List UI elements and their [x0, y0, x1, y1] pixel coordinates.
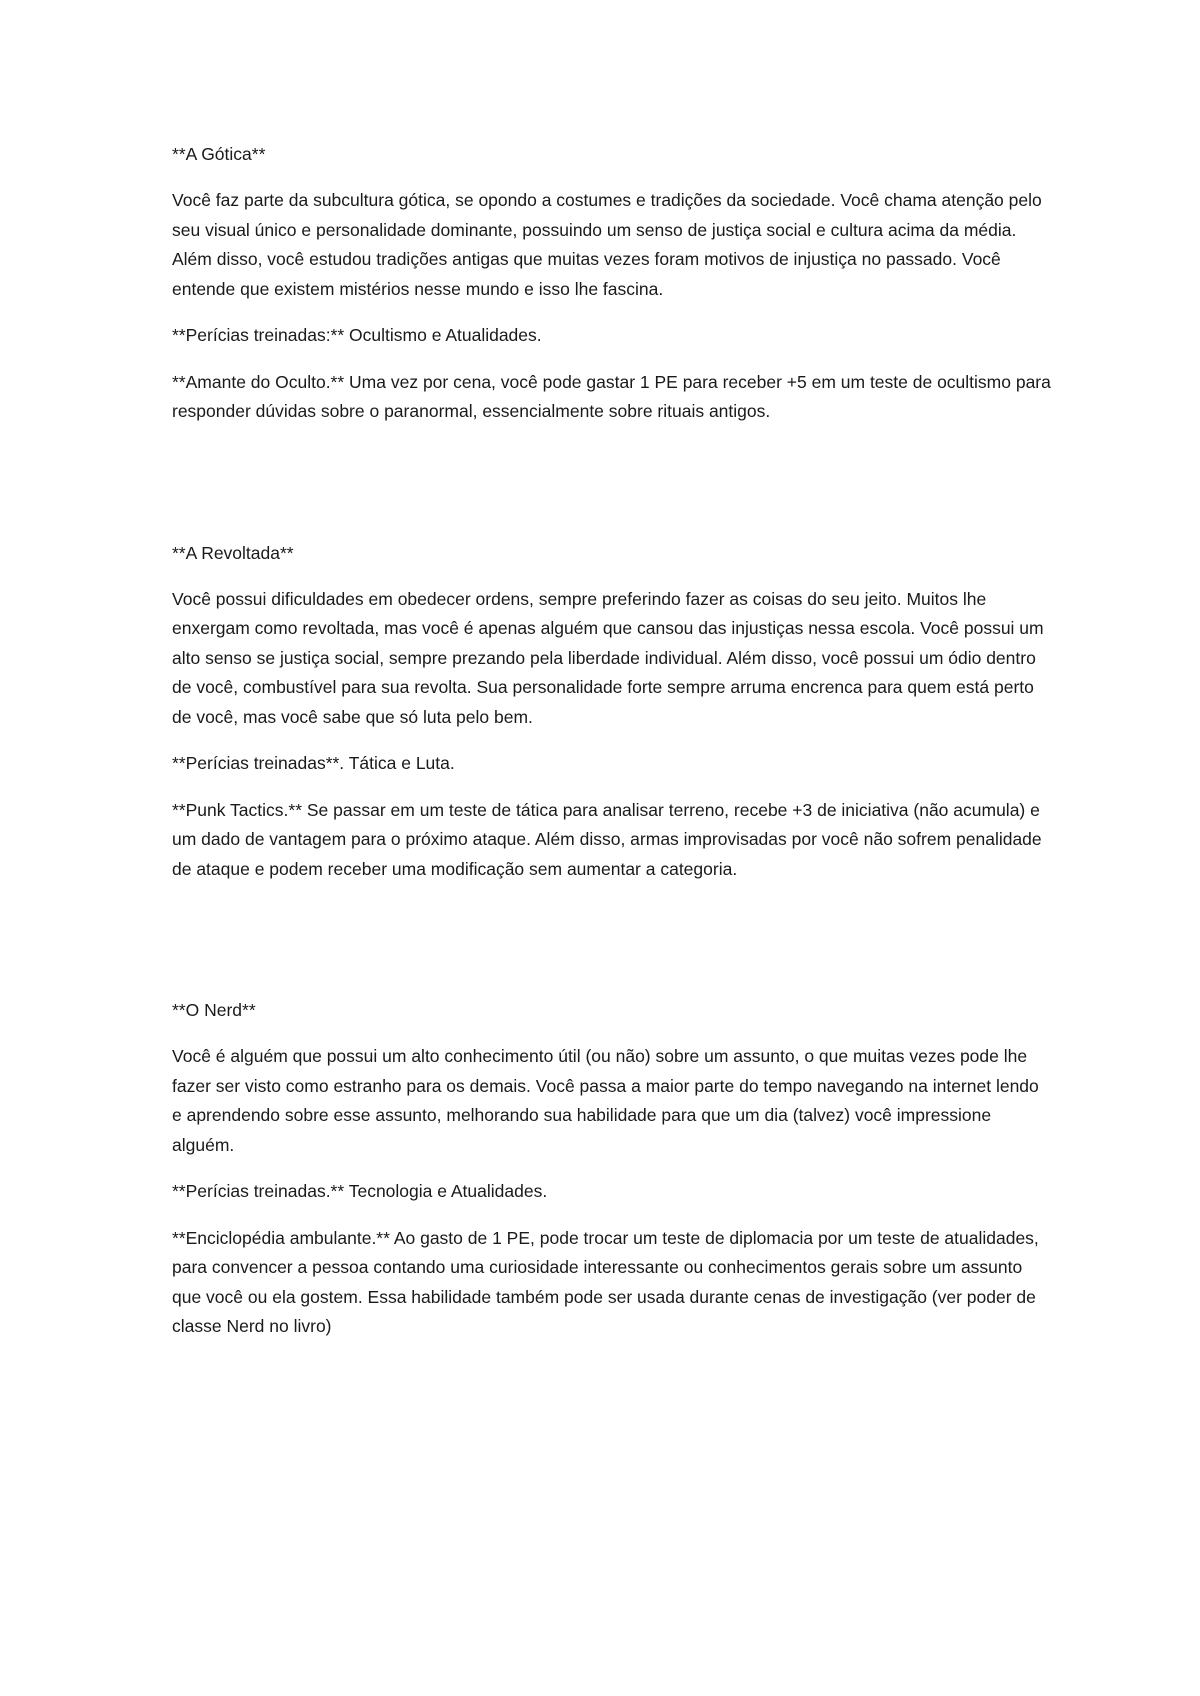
- section-ability: **Enciclopédia ambulante.** Ao gasto de 1 PE, pode trocar um teste de diplomacia por um teste de atualidades, para convencer a pessoa contando uma curiosidade interessante ou conhecimentos gerais sobre um assunto que você ou ela gostem. Essa habilidade também pode ser usada durante cenas de investigação (ver poder de classe Nerd no livro): [172, 1227, 1039, 1336]
- section-description: Você é alguém que possui um alto conhecimento útil (ou não) sobre um assunto, o que muitas vezes pode lhe fazer ser visto como estranho para os demais. Você passa a maior parte do tempo navegando na internet lendo e aprendendo sobre esse assunto, melhorando sua habilidade para que um dia (talvez) você impressione alguém.: [172, 1046, 1039, 1155]
- section-heading: **O Nerd**: [172, 1000, 256, 1020]
- section-skills: **Perícias treinadas.** Tecnologia e Atualidades.: [172, 1181, 548, 1201]
- section-skills: **Perícias treinadas**. Tática e Luta.: [172, 753, 455, 773]
- document-body: [172, 140, 1052, 1342]
- section-skills: **Perícias treinadas:** Ocultismo e Atualidades.: [172, 325, 542, 345]
- section-ability: **Punk Tactics.** Se passar em um teste de tática para analisar terreno, recebe +3 de iniciativa (não acumula) e um dado de vantagem para o próximo ataque. Além disso, armas improvisadas por você não sofrem penalidade de ataque e podem receber uma modificação sem aumentar a categoria.: [172, 799, 1042, 879]
- section-description: Você possui dificuldades em obedecer ordens, sempre preferindo fazer as coisas do seu jeito. Muitos lhe enxergam como revoltada, mas você é apenas alguém que cansou das injustiças nessa escola. Você possui um alto senso se justiça social, sempre prezando pela liberdade individual. Além disso, você possui um ódio dentro de você, combustível para sua revolta. Sua personalidade forte sempre arruma encrenca para quem está perto de você, mas você sabe que só luta pelo bem.: [172, 588, 1044, 727]
- section-heading: **A Gótica**: [172, 144, 266, 164]
- section-revoltada: [172, 539, 1052, 885]
- section-ability: **Amante do Oculto.** Uma vez por cena, você pode gastar 1 PE para receber +5 em um teste de ocultismo para responder dúvidas sobre o paranormal, essencialmente sobre rituais antigos.: [172, 371, 1051, 421]
- section-nerd: [172, 996, 1052, 1342]
- section-description: Você faz parte da subcultura gótica, se opondo a costumes e tradições da sociedade. Você chama atenção pelo seu visual único e personalidade dominante, possuindo um senso de justiça social e cultura acima da média. Além disso, você estudou tradições antigas que muitas vezes foram motivos de injustiça no passado. Você entende que existem mistérios nesse mundo e isso lhe fascina.: [172, 190, 1042, 299]
- section-heading: **A Revoltada**: [172, 542, 294, 563]
- section-gotica: [172, 140, 1052, 427]
